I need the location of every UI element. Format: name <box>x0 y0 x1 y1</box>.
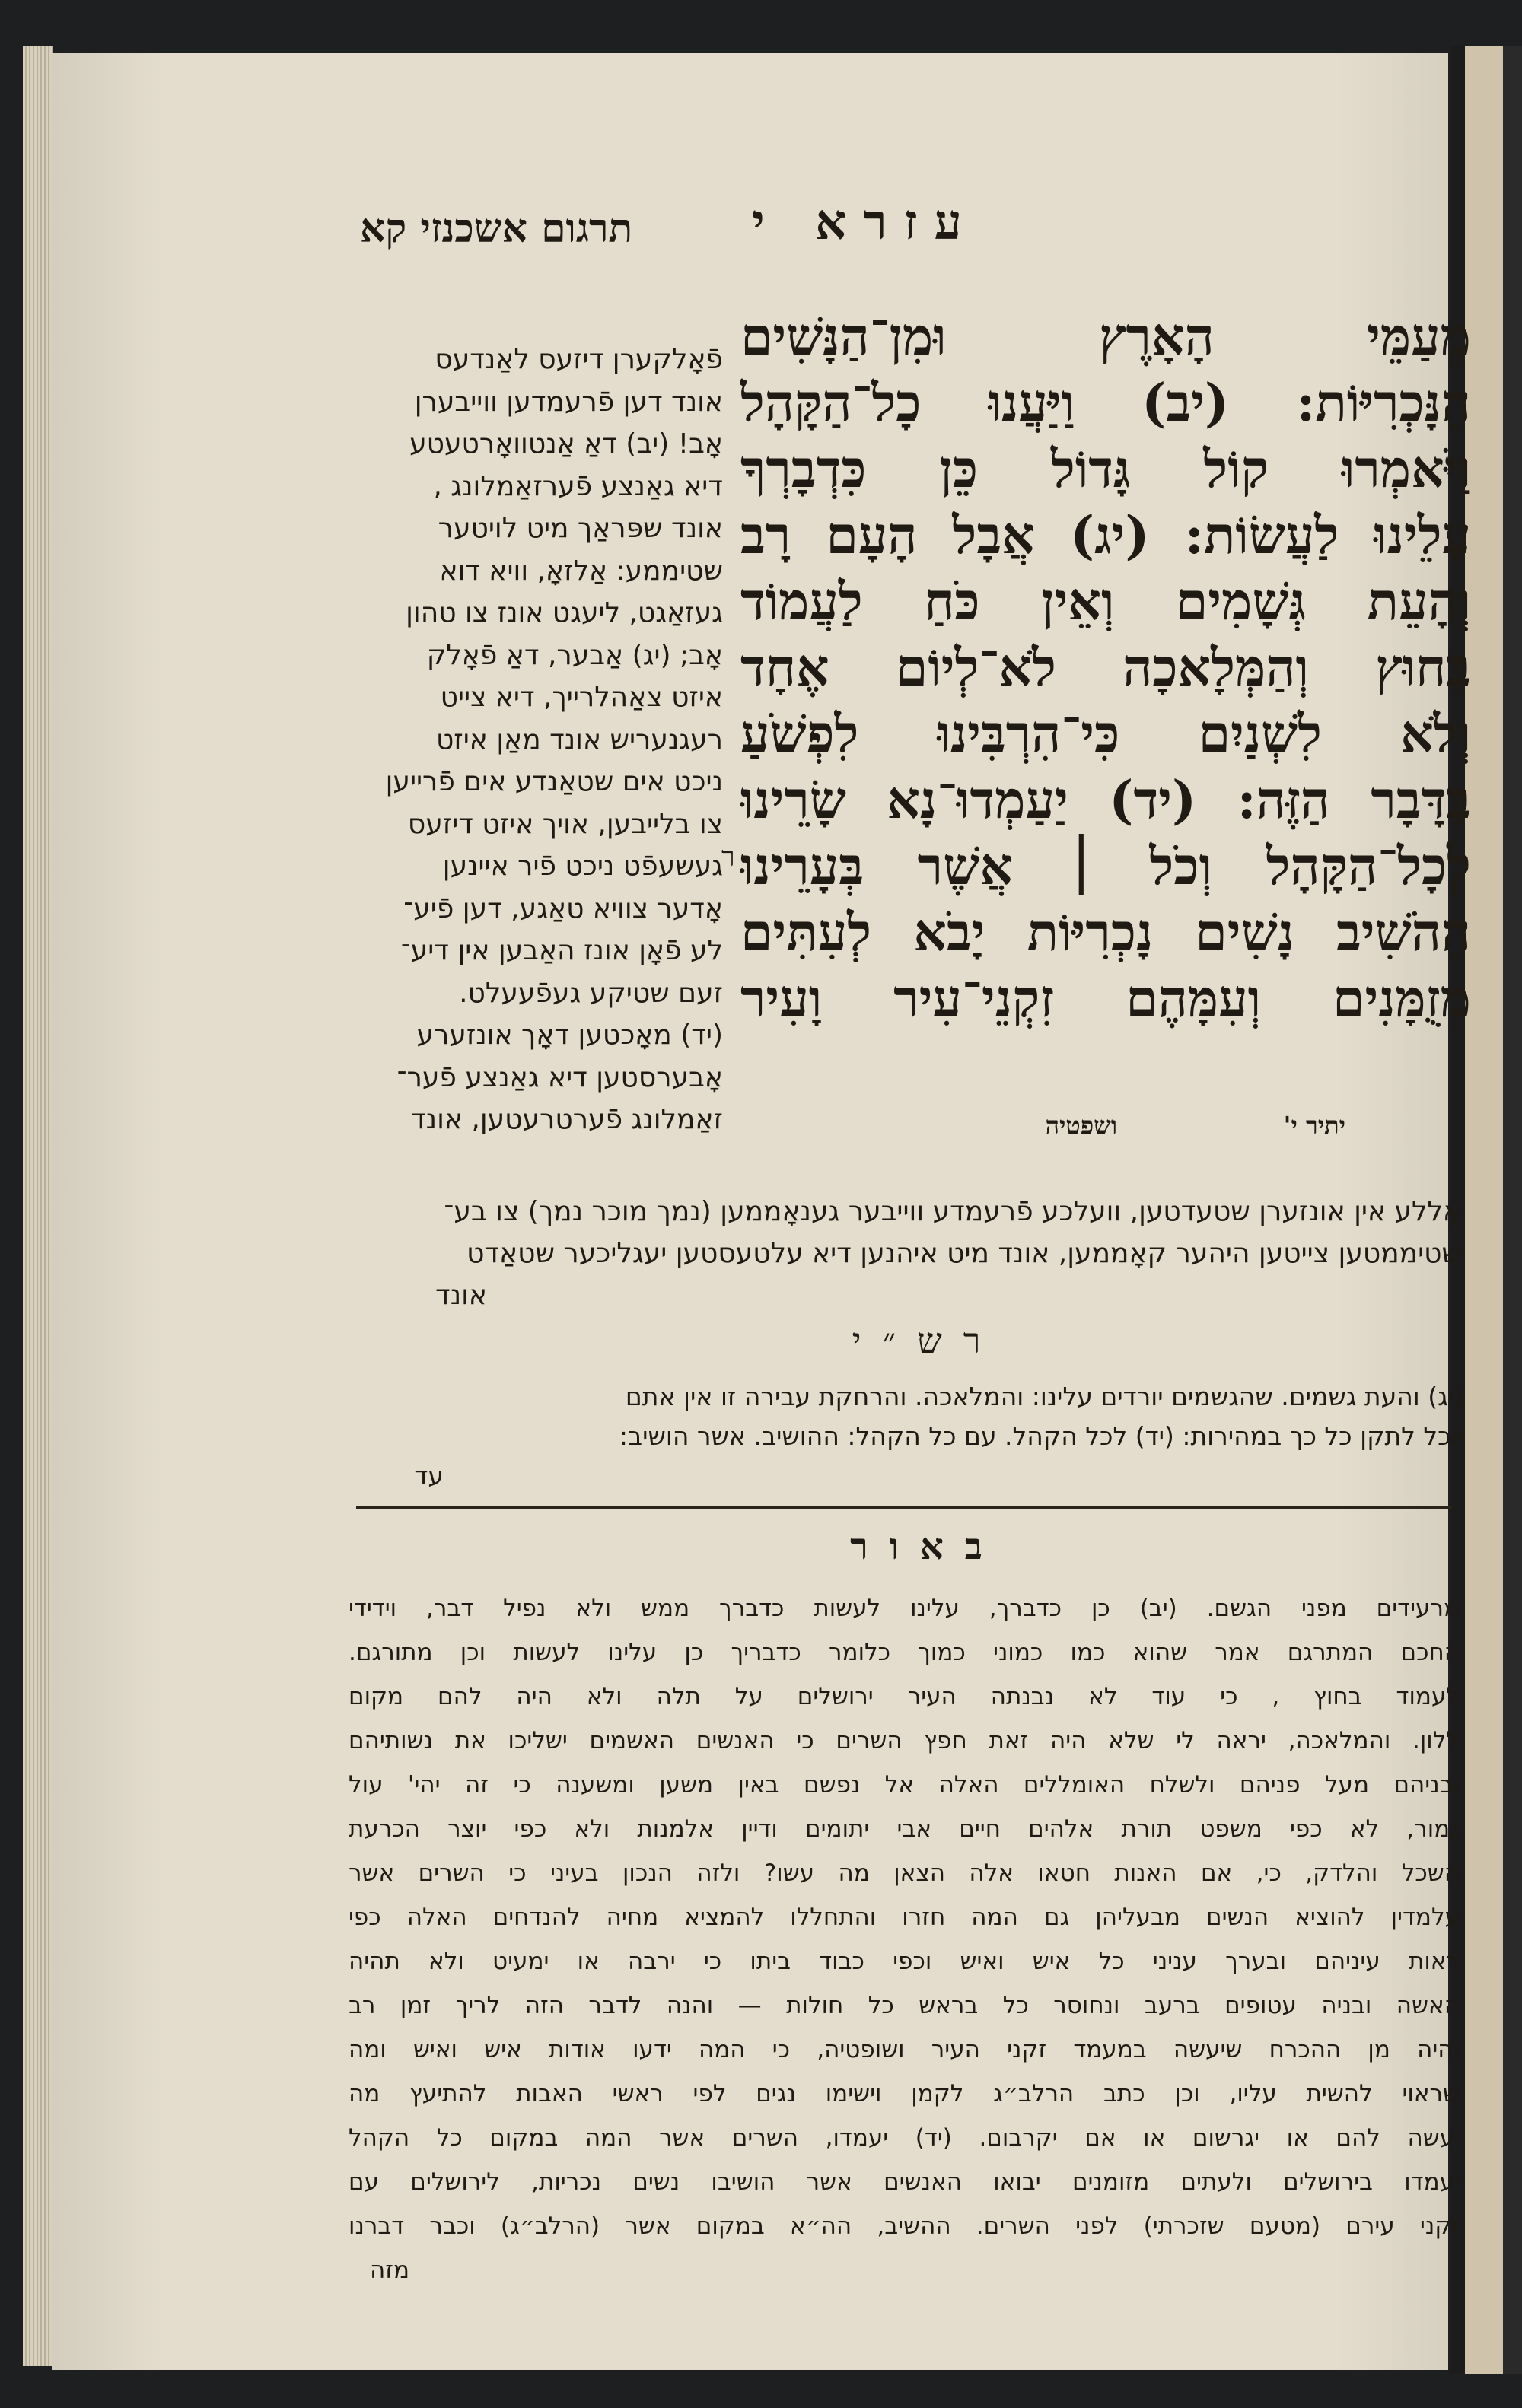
biur-line: מזה <box>369 2257 409 2284</box>
translation-line: (יד) מאָכטען דאָך אונזערע <box>416 1020 723 1051</box>
catchword: ושפטיה <box>1045 1111 1117 1140</box>
scripture-line: וְהָעֵת גְּשָׁמִים וְאֵין כֹּחַ לַעֲמוֹד <box>740 571 1471 632</box>
biur-line: החכם המתרגם אמר שהוא כמו כמוני כמוך כלומר כדבריך כן עלינו לעשות וכן מתורגם. <box>349 1639 1460 1666</box>
biur-line: האשה ובניה עטופים ברעב ונחוסר כל בראש כל חולות — והנה לדבר הזה לריך זמן רב <box>349 1992 1460 2019</box>
rashi-commentary <box>345 1377 1463 1496</box>
translation-continuation <box>335 1191 1461 1316</box>
translation-line: רעגנעריש אונד מאַן איזט <box>435 724 723 755</box>
biur-line: מרעידים מפני הגשם. (יב) כן כדברך, עלינו לעשות כדברך ממש ולא נפיל דבר, וידידי <box>349 1595 1460 1622</box>
biur-title: באור <box>850 1525 1004 1568</box>
scripture-line: וַיֹּאמְרוּ קוֹל גָּדוֹל כֵּן כִּדְבָרְךָ <box>740 439 1471 500</box>
translation-line: שטיממע: אַלזאָ, וויא דוא <box>439 555 723 587</box>
translation-line: אונד <box>435 1280 487 1311</box>
scripture-line: בַּדָּבָר הַזֶּה: (יד) יַעַמְדוּ־נָא שָׂרֵינוּ <box>740 770 1471 831</box>
scripture-line: עָלֵינוּ לַעֲשׂוֹת: (יג) אֲבָל הָעָם רָב <box>740 505 1471 566</box>
verse-marker: ר <box>721 841 735 873</box>
translation-line: אָב; (יג) אַבער, דאַ פֿאָלק <box>426 639 723 671</box>
book-page-edges <box>23 46 53 2366</box>
rashi-title: רש״י <box>852 1320 1002 1361</box>
translation-line: צו בלייבען, אויך איזט דיזעס <box>407 808 723 840</box>
translation-line: אַללע אין אונזערן שטעדטען, וועלכע פֿרעמדע ווייבער גענאָממען (נמך מוכר נמך) צו בע־ <box>444 1196 1461 1227</box>
biur-line: והיה מן ההכרח שיעשה במעמד זקני העיר ושופטיה, כי המה ידעו אודות איש ואיש ומה <box>349 2036 1460 2063</box>
translation-line: איזט צאַהלרייך, דיא צייט <box>440 682 723 713</box>
translation-column <box>335 339 723 1191</box>
translation-line: דיא גאַנצע פֿערזאַמלונג , <box>433 470 723 502</box>
translation-line: לע פֿאָן אונז האַבען אין דיע־ <box>400 935 723 966</box>
translation-line: אָב! (יב) דאַ אַנטוואָרטעטע <box>409 428 723 460</box>
translation-line: זאַמלונג פֿערטרעטען, אונד <box>411 1104 723 1135</box>
rashi-line: יוכל לתקן כל כך במהירות: (יד) לכל הקהל. עם כל הקהל: ההושיב. אשר הושיב: <box>619 1421 1463 1451</box>
biur-line: גמור, לא כפי משפט תורת אלהים חיים אבי יתומים ודיין אלמנות ולא כפי יוצר הכרעת <box>349 1815 1460 1843</box>
biur-line: יעמדו בירושלים ולעתים מזומנים יבואו האנשים אשר הושיבו נשים נכריות, לירושלים עם <box>349 2168 1460 2196</box>
translation-line: געשעפֿט ניכט פֿיר איינען <box>442 851 723 882</box>
masorah-note: יתיר י' <box>1283 1111 1345 1140</box>
translation-line: זעם שטיקע געפֿעעלט. <box>459 977 723 1009</box>
scripture-line: מֵעַמֵּי הָאָרֶץ וּמִן־הַנָּשִׁים <box>740 307 1471 367</box>
translation-line: פֿאָלקערן דיזעס לאַנדעס <box>435 344 723 375</box>
scripture-line: מְזֻמָּנִים וְעִמָּהֶם זִקְנֵי־עִיר וָעִיר <box>740 969 1471 1029</box>
scripture-text <box>740 304 1471 1103</box>
scripture-line: הַנָּכְרִיּוֹת: (יב) וַיַּעֲנוּ כָל־הַקָּהָל <box>740 373 1471 434</box>
biur-line: זקני עירם (מטעם שזכרתי) לפני השרים. ההשיב, הה״א במקום אשר (הרלב״ג) וכבר דברנו <box>349 2212 1460 2240</box>
translation-line: אונד דען פֿרעמדען ווייבערן <box>414 386 723 418</box>
biur-line: השכל והלדק, כי, אם האנות חטאו אלה הצאן מה עשו? ולזה הנכון בעיני כי השרים אשר <box>349 1859 1460 1887</box>
biur-line: ובניהם מעל פניהם ולשלח האומללים האלה אל נפשם באין משען ומשענה כי זה יהי' עול <box>349 1771 1460 1799</box>
catchword-row <box>782 1111 1437 1149</box>
translation-line: אָבערסטען דיא גאַנצע פֿער־ <box>396 1061 723 1093</box>
translation-line: אונד שפּראַך מיט לויטער <box>438 513 723 544</box>
biur-line: עלמדין להוציא הנשים מבעליהן גם המה חזרו והתחללו להמציא מחיה להנדחים האלה כפי <box>349 1904 1460 1931</box>
section-divider <box>356 1506 1452 1509</box>
biur-line: שראוי להשית עליו, וכן כתב הרלב״ג לקמן וישימו נגים לפי ראשי האבות להתיעץ מה <box>349 2080 1460 2107</box>
biur-line: יעשה להם או יגרשום או אם יקרבום. (יד) יעמדו, השרים אשר המה במקום כל הקהל <box>349 2124 1460 2152</box>
biur-line: ללון. והמלאכה, יראה לי שלא היה זאת חפץ השרים כי האנשים האשמים ישליכו את נשותיהם <box>349 1727 1460 1754</box>
rashi-line: עד <box>414 1461 444 1490</box>
translation-line: ניכט אים שטאַנדע אים פֿרייען <box>385 766 723 797</box>
biur-line: ראות עיניהם ובערך עניני כל איש ואיש וכפי כבוד ביתו כי ירבה או ימעיט ולא תהיה <box>349 1948 1460 1975</box>
biur-commentary <box>349 1586 1460 2292</box>
scripture-line: הַהֹשִׁיב נָשִׁים נָכְרִיּוֹת יָבֹא לְעִתִּים <box>740 902 1471 963</box>
scripture-line: וְלֹא לִשְׁנַיִם כִּי־הִרְבִּינוּ לִפְשֹׁעַ <box>740 704 1471 765</box>
scripture-line: לְכָל־הַקָּהָל וְכֹל ׀ אֲשֶׁר בְּעָרֵינוּ <box>740 836 1471 897</box>
translation-line: געזאַגט, ליעגט אונז צו טהון <box>406 597 723 628</box>
rashi-line: (יג) והעת גשמים. שהגשמים יורדים עלינו: והמלאכה. והרחקת עבירה זו אין אתם <box>625 1382 1463 1411</box>
translation-title-header: תרגום אשכנזי קא <box>360 205 633 252</box>
translation-line: שטיממטען צייטען היהער קאָממען, אונד מיט איהנען דיא עלטעסטען יעגליכער שטאַדט <box>466 1238 1461 1269</box>
translation-line: אָדער צוויא טאַגע, דען פֿיע־ <box>403 892 723 924</box>
scripture-line: בַּחוּץ וְהַמְּלָאכָה לֹא־לְיוֹם אֶחָד <box>740 638 1471 698</box>
book-title-header: עזרא י <box>752 194 979 251</box>
biur-line: לעמוד בחוץ , כי עוד לא נבנתה העיר ירושלים על תלה ולא היה להם מקום <box>349 1683 1460 1710</box>
book-page <box>52 53 1471 2370</box>
